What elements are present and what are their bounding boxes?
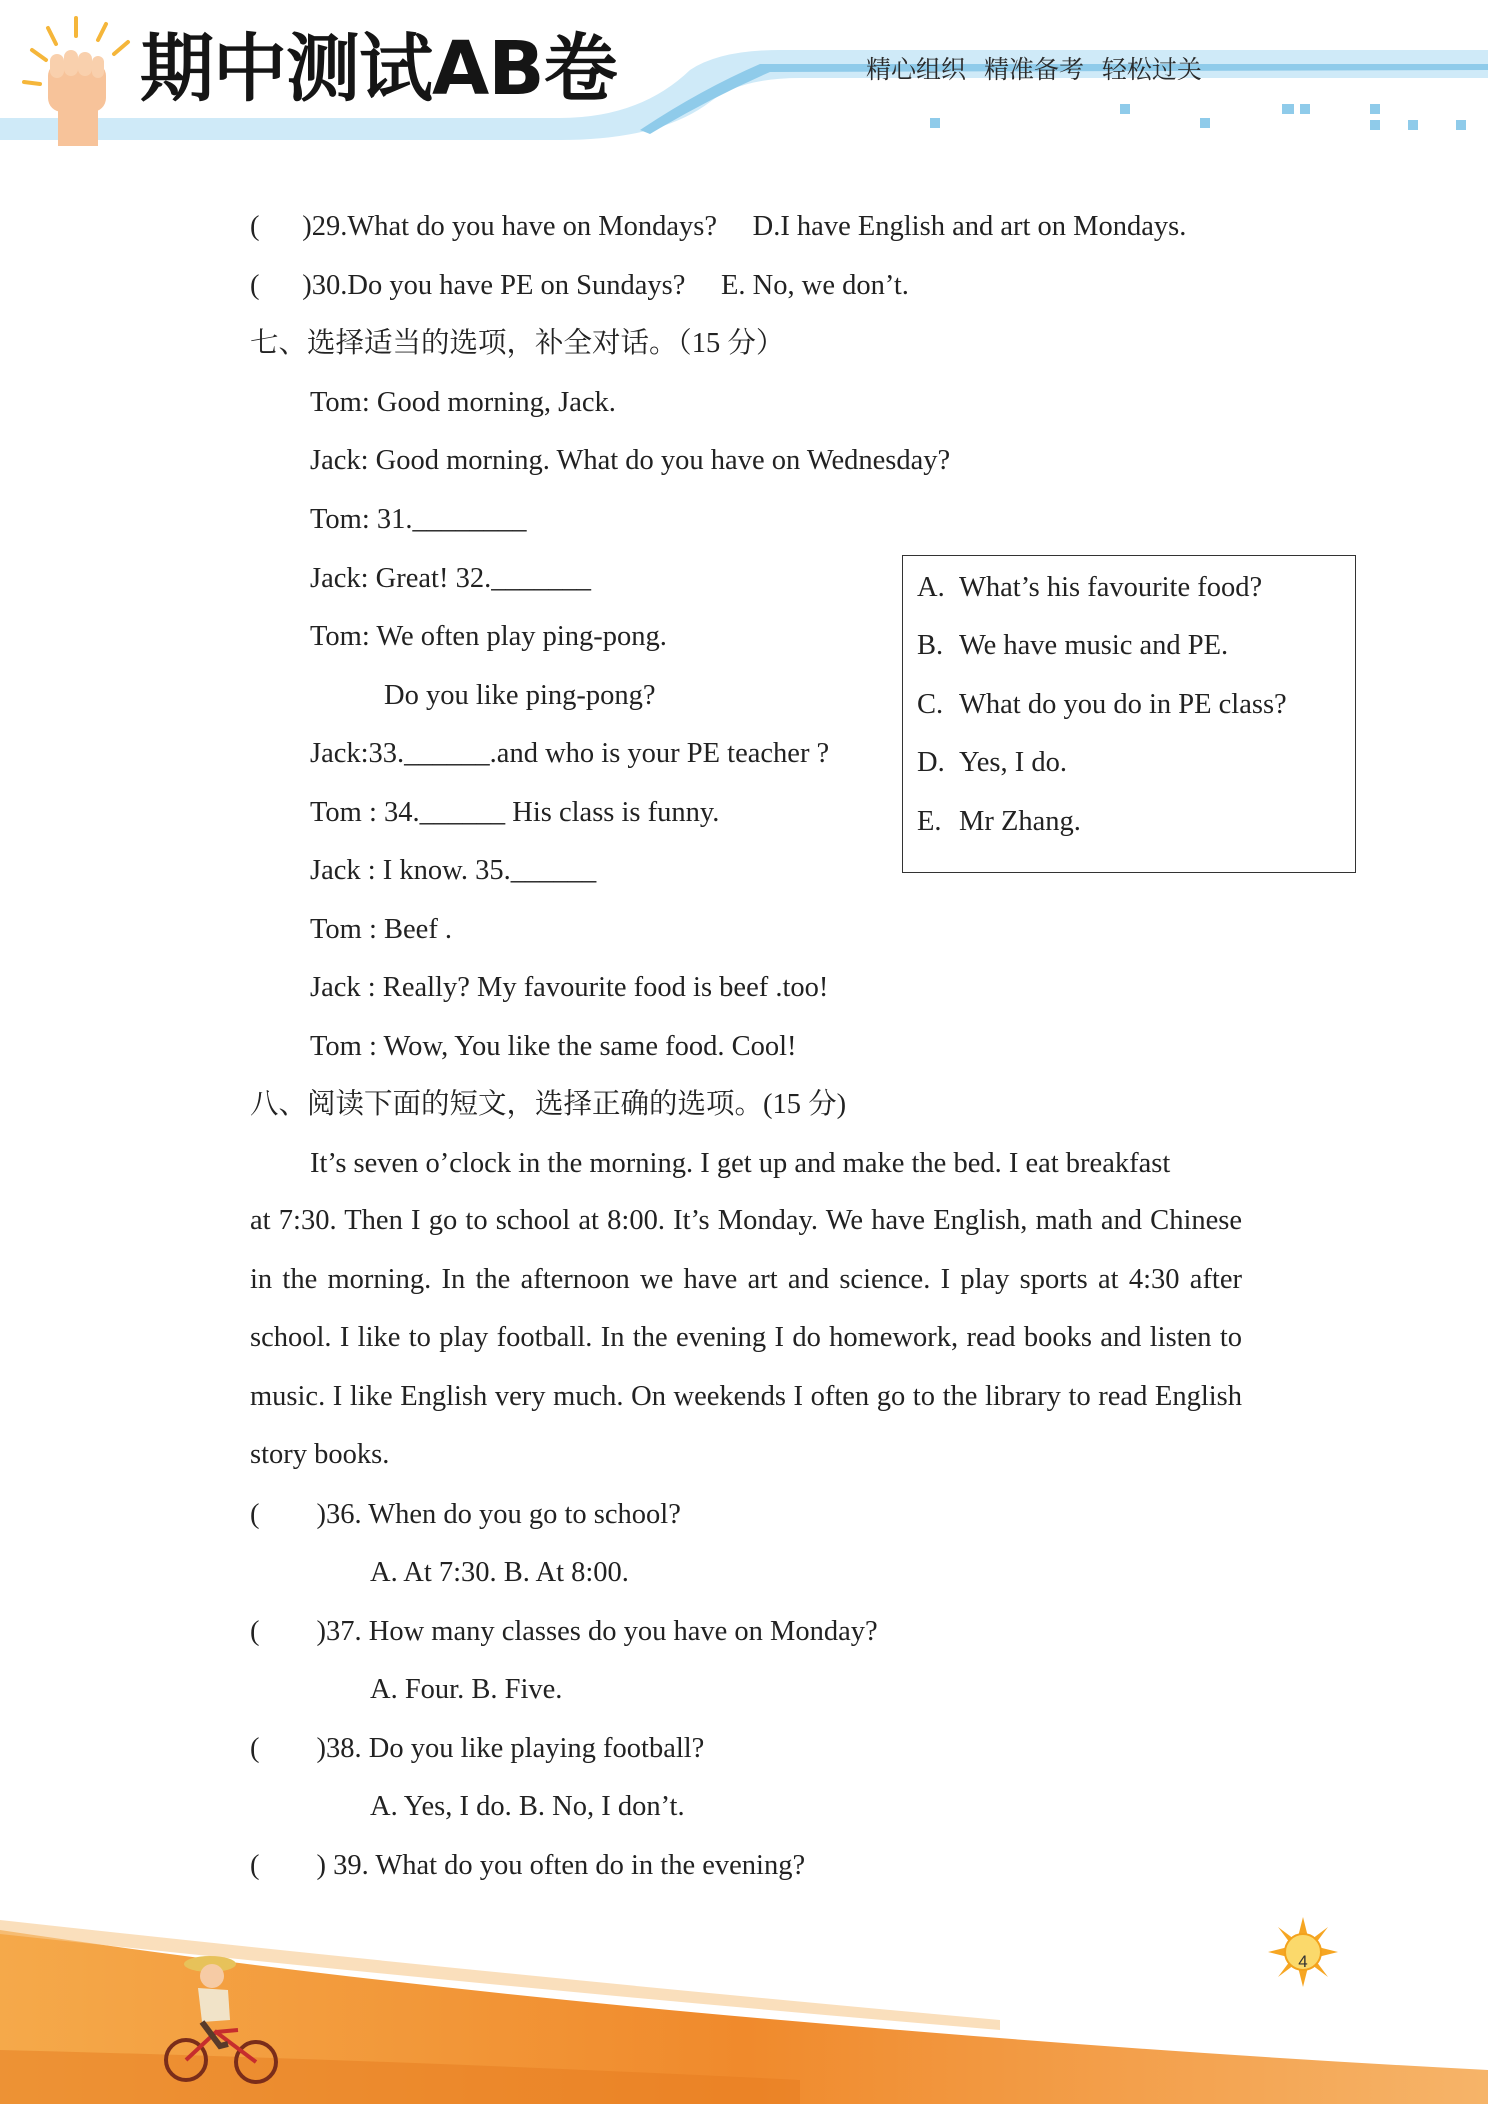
question-text: 39. What do you often do in the evening? <box>325 1850 806 1881</box>
answer-blank[interactable]: ( ) <box>250 1733 326 1764</box>
dialogue-line: Tom : Beef . <box>310 914 453 945</box>
dialogue-line: Tom: Good morning, Jack. <box>310 387 616 418</box>
fist-logo-icon <box>10 10 160 160</box>
dialogue-line: Jack : Really? My favourite food is beef .too! <box>310 972 829 1003</box>
question-text: 36. When do you go to school? <box>325 1499 681 1530</box>
option-text: Mr Zhang. <box>959 806 1081 837</box>
page-number: 4 <box>1298 1952 1308 1971</box>
answer-blank[interactable]: ( ) <box>250 270 312 301</box>
dialogue-line: Jack: Good morning. What do you have on Wednesday? <box>310 445 951 476</box>
option-letter: D. <box>917 747 945 778</box>
question-text: 38. Do you like playing football? <box>325 1733 705 1764</box>
options-box <box>902 555 1356 873</box>
page-footer <box>0 1880 1488 2104</box>
dialogue-line: Do you like ping-pong? <box>384 680 656 711</box>
option-d <box>917 743 1067 783</box>
option-text: Yes, I do. <box>959 747 1067 778</box>
option-text: What do you do in PE class? <box>959 689 1287 720</box>
header-slogan: 精心组织 精准备考 轻松过关 <box>866 55 1202 84</box>
question-38-options: A. Yes, I do. B. No, I don’t. <box>370 1791 685 1822</box>
option-e <box>917 802 1081 842</box>
section7-heading: 七、选择适当的选项，补全对话。（15 分） <box>250 328 785 359</box>
question-text: 29.What do you have on Mondays? D.I have English and art on Mondays. <box>311 211 1187 242</box>
question-37-options: A. Four. B. Five. <box>370 1674 563 1705</box>
dialogue-line: Tom: We often play ping-pong. <box>310 621 667 652</box>
option-letter: C. <box>917 689 944 720</box>
answer-blank[interactable]: ( ) <box>250 211 312 242</box>
option-text: We have music and PE. <box>959 630 1229 661</box>
matching-item-29 <box>250 207 1186 247</box>
option-a <box>917 568 1262 608</box>
dialogue-line-34: Tom : 34.______ His class is funny. <box>310 797 720 828</box>
question-36 <box>250 1495 681 1535</box>
header-title: 期中测试AB卷 <box>140 26 617 112</box>
option-letter: E. <box>917 806 942 837</box>
option-c <box>917 685 1287 725</box>
page-header <box>0 0 1488 150</box>
option-letter: A. <box>917 572 945 603</box>
dialogue-line-35: Jack : I know. 35.______ <box>310 855 597 886</box>
section8-heading: 八、阅读下面的短文，选择正确的选项。(15 分) <box>250 1089 847 1120</box>
option-b <box>917 626 1228 666</box>
cyclist-illustration-icon <box>158 1950 288 2100</box>
question-37 <box>250 1612 878 1652</box>
question-text: 30.Do you have PE on Sundays? E. No, we don’t. <box>311 270 909 301</box>
answer-blank[interactable]: ( ) <box>250 1616 326 1647</box>
answer-blank[interactable]: ( ) <box>250 1499 326 1530</box>
question-36-options: A. At 7:30. B. At 8:00. <box>370 1557 629 1588</box>
passage-first-line: It’s seven o’clock in the morning. I get up and make the bed. I eat breakfast <box>310 1148 1171 1179</box>
dialogue-line-33: Jack:33.______.and who is your PE teacher ? <box>310 738 830 769</box>
option-text: What’s his favourite food? <box>959 572 1263 603</box>
matching-item-30 <box>250 266 909 306</box>
dialogue-line-32: Jack: Great! 32._______ <box>310 563 591 594</box>
reading-passage: at 7:30. Then I go to school at 8:00. It’s Monday. We have English, math and Chinese in the morning. In the afternoon we have art and science. I play sports at 4:30 after school. I like to play football. In the evening I do homework, read books and listen to music. I like English very much. On weekends I often go to the library to read English story books. <box>250 1205 1242 1470</box>
dialogue-line: Tom : Wow, You like the same food. Cool! <box>310 1031 797 1062</box>
dialogue-line-31: Tom: 31.________ <box>310 504 527 535</box>
question-38 <box>250 1729 704 1769</box>
option-letter: B. <box>917 630 944 661</box>
question-text: 37. How many classes do you have on Monday? <box>325 1616 878 1647</box>
answer-blank[interactable]: ( ) <box>250 1850 326 1881</box>
